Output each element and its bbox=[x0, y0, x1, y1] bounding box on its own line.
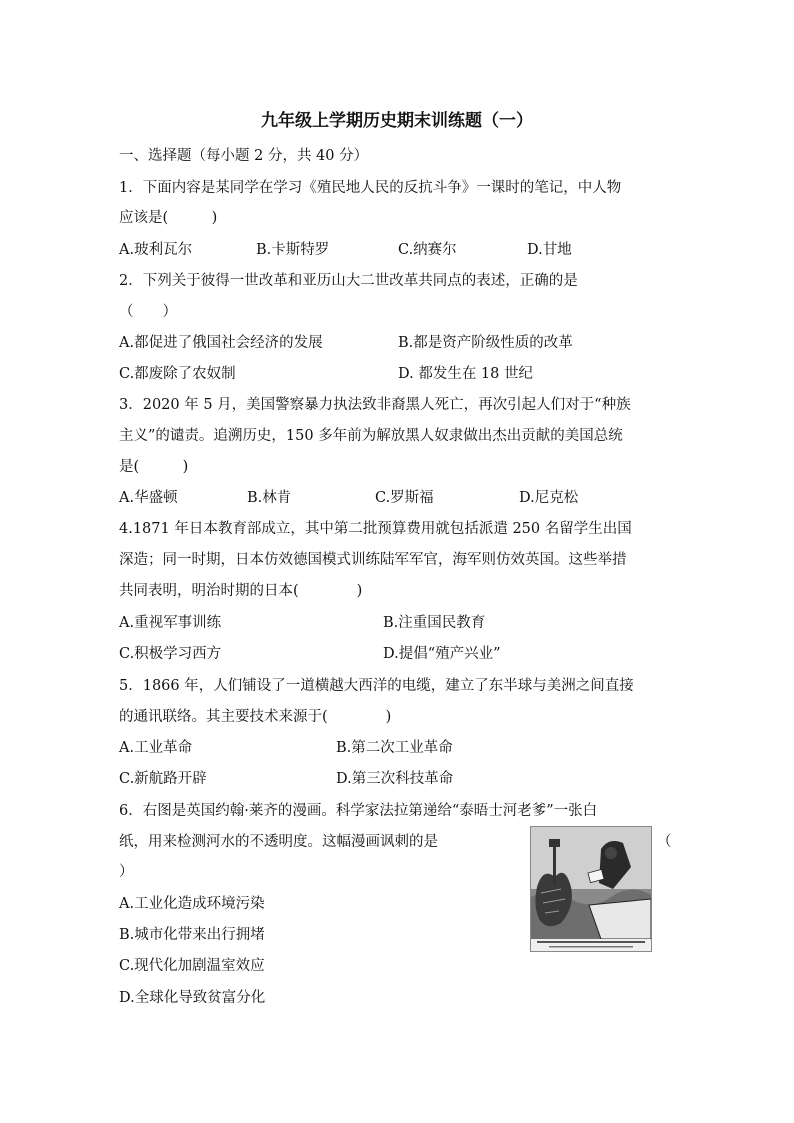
question-6-paren-close: ） bbox=[119, 864, 134, 880]
question-6-paren-open: （ bbox=[657, 834, 672, 850]
question-3-text: 3．2020 年 5 月，美国警察暴力执法致非裔黑人死亡，再次引起人们对于“种族 bbox=[119, 397, 631, 413]
question-1-text: 1．下面内容是某同学在学习《殖民地人民的反抗斗争》一课时的笔记，中人物 bbox=[119, 180, 622, 196]
question-1-text-2: 应该是( ) bbox=[119, 210, 218, 226]
question-4-text-2: 深造；同一时期，日本仿效德国模式训练陆军军官，海军则仿效英国。这些举措 bbox=[119, 552, 627, 568]
question-5-option-c: C.新航路开辟 bbox=[119, 771, 207, 787]
question-1-option-a: A.玻利瓦尔 bbox=[119, 242, 193, 258]
section-heading: 一、选择题（每小题 2 分，共 40 分） bbox=[119, 148, 369, 164]
question-6-text: 6．右图是英国约翰·莱齐的漫画。科学家法拉第递给“泰晤士河老爹”一张白 bbox=[119, 803, 598, 819]
question-6-option-b: B.城市化带来出行拥堵 bbox=[119, 927, 265, 943]
question-2-option-d: D. 都发生在 18 世纪 bbox=[398, 366, 533, 382]
question-4-option-c: C.积极学习西方 bbox=[119, 646, 222, 662]
question-2-option-b: B.都是资产阶级性质的改革 bbox=[398, 335, 573, 351]
question-6-option-c: C.现代化加剧温室效应 bbox=[119, 958, 265, 974]
question-3-option-c: C.罗斯福 bbox=[375, 490, 434, 506]
page-title: 九年级上学期历史期末训练题（一） bbox=[261, 111, 533, 131]
question-4-option-d: D.提倡“殖产兴业” bbox=[383, 646, 501, 662]
question-3-text-3: 是( ) bbox=[119, 459, 189, 475]
question-5-option-b: B.第二次工业革命 bbox=[336, 740, 453, 756]
question-2-option-c: C.都废除了农奴制 bbox=[119, 366, 236, 382]
question-1-option-d: D.甘地 bbox=[527, 242, 572, 258]
cartoon-illustration bbox=[531, 827, 651, 951]
question-1-option-c: C.纳赛尔 bbox=[398, 242, 457, 258]
question-1-option-b: B.卡斯特罗 bbox=[256, 242, 330, 258]
question-5-option-a: A.工业革命 bbox=[119, 740, 193, 756]
question-5-text-2: 的通讯联络。其主要技术来源于( ) bbox=[119, 709, 392, 725]
question-6-option-a: A.工业化造成环境污染 bbox=[119, 896, 265, 912]
question-2-option-a: A.都促进了俄国社会经济的发展 bbox=[119, 335, 323, 351]
question-5-text: 5．1866 年，人们铺设了一道横越大西洋的电缆，建立了东半球与美洲之间直接 bbox=[119, 678, 634, 694]
question-2-text: 2．下列关于彼得一世改革和亚历山大二世改革共同点的表述，正确的是 bbox=[119, 273, 578, 289]
question-2-text-2: （ ） bbox=[119, 304, 177, 320]
question-4-option-b: B.注重国民教育 bbox=[383, 615, 486, 631]
question-6-option-d: D.全球化导致贫富分化 bbox=[119, 990, 266, 1006]
cartoon-image bbox=[530, 826, 652, 952]
question-5-option-d: D.第三次科技革命 bbox=[336, 771, 454, 787]
question-4-option-a: A.重视军事训练 bbox=[119, 615, 222, 631]
question-3-text-2: 主义”的谴责。追溯历史，150 多年前为解放黑人奴隶做出杰出贡献的美国总统 bbox=[119, 428, 623, 444]
question-3-option-b: B.林肯 bbox=[247, 490, 292, 506]
question-4-text: 4.1871 年日本教育部成立，其中第二批预算费用就包括派遣 250 名留学生出国 bbox=[119, 521, 632, 537]
question-3-option-a: A.华盛顿 bbox=[119, 490, 178, 506]
question-4-text-3: 共同表明，明治时期的日本( ) bbox=[119, 583, 363, 599]
question-3-option-d: D.尼克松 bbox=[519, 490, 579, 506]
question-6-text-2: 纸，用来检测河水的不透明度。这幅漫画讽刺的是 bbox=[119, 834, 438, 850]
